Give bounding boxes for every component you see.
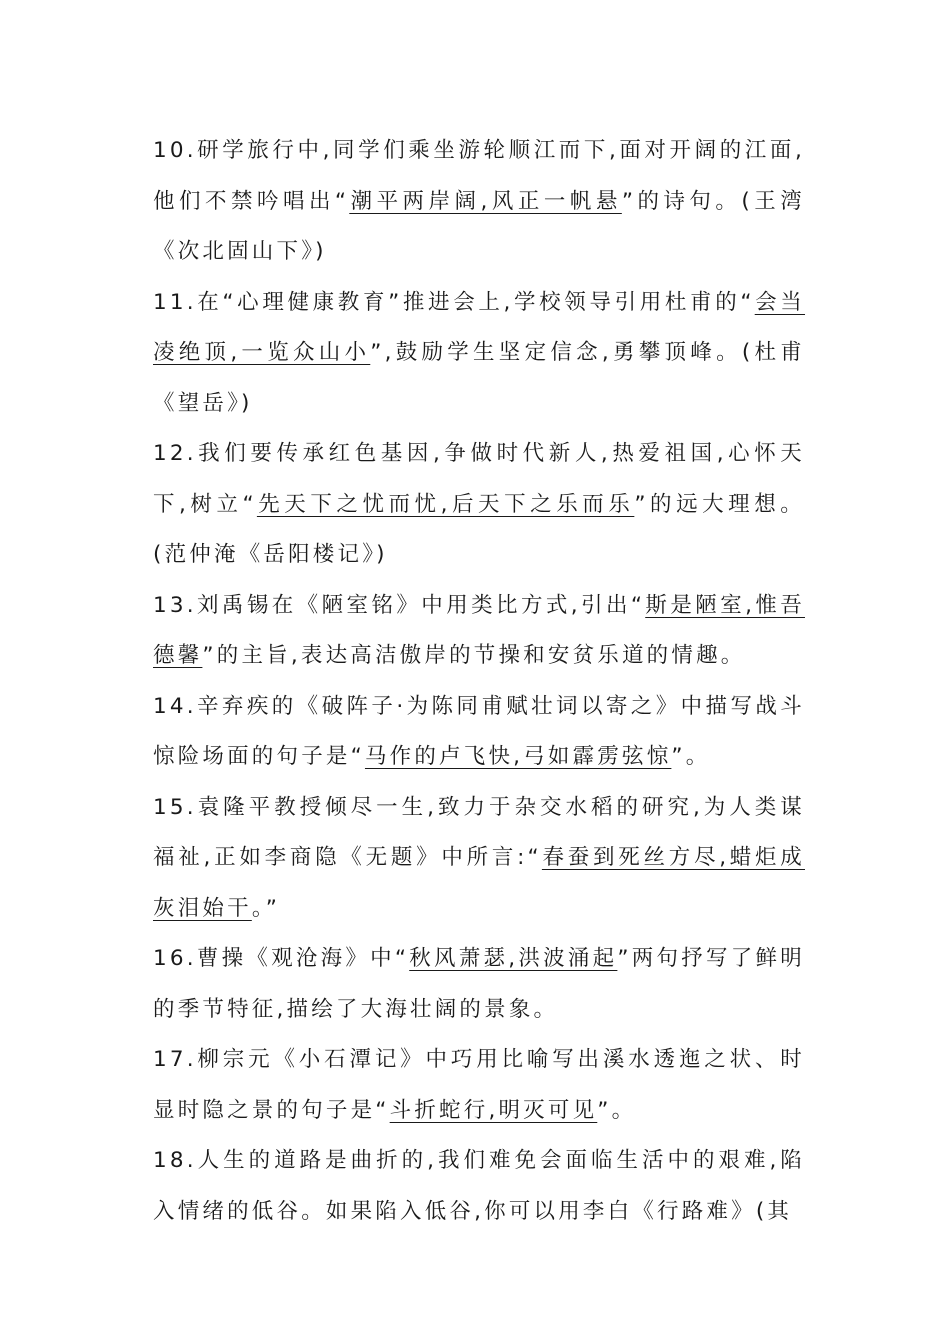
question-17-answer: 斗折蛇行,明灭可见 <box>389 1097 598 1123</box>
question-15-answer: 春蚕到死丝方尽,蜡炬成灰泪始干 <box>153 845 805 921</box>
question-11 <box>153 278 805 430</box>
question-11-text-2: ”,鼓励学生坚定信念,勇攀顶峰。(杜甫《望岳》) <box>153 340 805 416</box>
question-13 <box>153 581 805 682</box>
question-17 <box>153 1035 805 1136</box>
question-17-text-2: ”。 <box>597 1097 637 1123</box>
document-body <box>153 126 805 1237</box>
question-14-answer: 马作的卢飞快,弓如霹雳弦惊 <box>364 744 672 769</box>
question-16-text-1: 16.曹操《观沧海》中“ <box>153 946 410 971</box>
question-16-answer: 秋风萧瑟,洪波涌起 <box>409 946 618 971</box>
question-11-text-1: 11.在“心理健康教育”推进会上,学校领导引用杜甫的“ <box>153 289 755 315</box>
question-14-text-1: 14.辛弃疾的《破阵子·为陈同甫赋壮词以寄之》中描写战斗惊险场面的句子是“ <box>153 693 805 769</box>
question-15-text-1: 15.袁隆平教授倾尽一生,致力于杂交水稻的研究,为人类谋福祉,正如李商隐《无题》中所言:“ <box>153 794 805 870</box>
question-12-text-1: 12.我们要传承红色基因,争做时代新人,热爱祖国,心怀天下,树立“ <box>153 441 805 517</box>
question-15-text-2: 。” <box>251 895 281 921</box>
question-10-text-2: ”的诗句。(王湾《次北固山下》) <box>153 188 805 264</box>
question-10 <box>153 126 805 278</box>
question-13-answer: 斯是陋室,惟吾德馨 <box>153 592 805 668</box>
question-18 <box>153 1136 805 1237</box>
question-10-text-1: 10.研学旅行中,同学们乘坐游轮顺江而下,面对开阔的江面,他们不禁吟唱出“ <box>153 138 805 214</box>
question-16 <box>153 934 805 1035</box>
question-18-text-1: 18.人生的道路是曲折的,我们难免会面临生活中的艰难,陷入情绪的低谷。如果陷入低谷,你可以用李白《行路难》(其 <box>153 1148 805 1224</box>
question-13-text-1: 13.刘禹锡在《陋室铭》中用类比方式,引出“ <box>153 592 646 618</box>
question-10-answer: 潮平两岸阔,风正一帆悬 <box>349 188 622 214</box>
question-11-answer: 会当凌绝顶,一览众山小 <box>153 289 806 365</box>
question-16-text-2: ”两句抒写了鲜明的季节特征,描绘了大海壮阔的景象。 <box>153 946 806 1022</box>
question-14-text-2: ”。 <box>671 744 711 769</box>
question-12-answer: 先天下之忧而忧,后天下之乐而乐 <box>256 491 635 517</box>
question-12-text-2: ”的远大理想。(范仲淹《岳阳楼记》) <box>153 491 805 567</box>
question-12 <box>153 429 805 581</box>
question-15 <box>153 783 805 935</box>
question-17-text-1: 17.柳宗元《小石潭记》中巧用比喻写出溪水透迤之状、时显时隐之景的句子是“ <box>153 1047 805 1123</box>
question-13-text-2: ”的主旨,表达高洁傲岸的节操和安贫乐道的情趣。 <box>202 643 746 668</box>
question-14 <box>153 682 805 783</box>
